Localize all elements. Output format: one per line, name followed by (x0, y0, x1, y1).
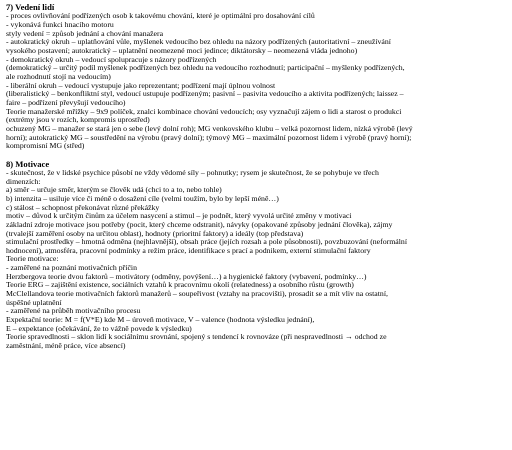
text-line: - liberální okruh – vedoucí vystupuje jako reprezentant; podřízení mají úplnou volnost (6, 80, 276, 90)
text-line: úspěšné uplatnění (6, 297, 62, 307)
text-line: - proces ovlivňování podřízených osob k takovému chování, které je optimální pro dosahování cílů (6, 11, 315, 21)
section-spacer (6, 151, 506, 160)
text-line: ale rozhodnutí stojí na vedoucím) (6, 72, 111, 81)
text-line: styly vedení = způsob jednání a chování manažera (6, 28, 164, 38)
text-line: Teorie manažerské mřížky – 9x9 políček, znalci kombinace chování vedoucích; osy vyznačují zájem o lidi a starost o produkci (6, 106, 402, 116)
text-line: a) směr – určuje směr, kterým se člověk udá (chci to a to, nebo tohle) (6, 185, 222, 195)
text-line: motiv – důvod k určitým činům za účelem nasycení a stimul – je podnět, který vyvolá určité změny v motivaci (6, 211, 352, 221)
text-line: - skutečnost, že v lidské psychice působí ne vždy vědomé síly – pohnutky; rysem je skutečnost, že se pohybuje ve třech (6, 167, 379, 177)
text-line: b) intenzita – usiluje více či méně o dosažení cíle (velmi toužím, bylo by lepší méně…) (6, 193, 279, 203)
text-line: - vykonává funkci hnacího motoru (6, 20, 114, 30)
text-line: základní zdroje motivace jsou potřeby (pocit, který chceme odstranit), návyky (opakované způsoby jednání člověka), zájmy (6, 219, 393, 229)
text-line: (trvalejší zaměření osoby na určitou oblast), hodnoty (prioritní faktory) a ideály (top představa) (6, 228, 304, 238)
section-vedeni-lidi (6, 3, 506, 151)
text-line: stimulační prostředky – hmotná odměna (nejhlavnější), obsah práce (jejích rozsah a pole působnosti), povzbuzování (neformální (6, 237, 407, 247)
text-line: zaměstnání, méně práce, více absencí) (6, 341, 126, 351)
text-line: (demokratický – určitý podíl myšlenek podřízených bez ohledu na vedoucího rozhodnutí; participační – myšlenky podřízených, (6, 63, 405, 73)
text-line: hodnocení), atmosféra, pracovní podmínky a režim práce, identifikace s prací a podnikem, externí stimulační faktory (6, 245, 371, 255)
text-line: c) stálost – schopnost překonávat různé překážky (6, 202, 160, 212)
text-line: vysokého postavení; autokratický – uplatnění neomezené moci jedince; diktátorsky – neomezená vláda jednoho) (6, 46, 358, 56)
text-line: kompromisní MG (střed) (6, 141, 85, 151)
text-line: - autokratický okruh – uplatňování vůle, myšlenek vedoucího bez ohledu na názory podřízených (autoritativní – zneužívání (6, 37, 391, 47)
text-line: ochuzený MG – manažer se stará jen o sebe (levý dolní roh); MG venkovského klubu – velká pozornost lidem, nízká výrobě (levý (6, 123, 413, 133)
text-line: Teorie spravedlnosti – sklon lidí k sociálnímu srovnání, spojený s tendencí k rovnováze (při nespravedlnosti → odchod ze (6, 332, 387, 342)
text-line: (liberalistický – benkonfliktní styl, vedoucí ustupuje podřízeným; pasivní – pasivita vedoucího a aktivita podřízených; laissez – (6, 89, 404, 99)
text-line: dimenzích: (6, 176, 41, 186)
text-line: faire – podřízení převyšují vedoucího) (6, 97, 126, 107)
text-line: - zaměřené na poznání motivačních příčin (6, 263, 137, 273)
text-line: Herzbergova teorie dvou faktorů – motivátory (odměny, povýšení…) a hygienické faktory (vybavení, podmínky…) (6, 271, 367, 281)
text-line: - demokratický okruh – vedoucí spolupracuje s názory podřízených (6, 54, 217, 64)
text-line: - zaměřené na průběh motivačního procesu (6, 306, 141, 316)
text-line: Expektační teorie: M = f(V*E) kde M – úroveň motivace, V – valence (hodnota výsledku jednání), (6, 315, 315, 325)
text-line: Teorie ERG – zajištění existence, sociálních vztahů k pracovnímu okolí (relatedness) a osobního růstu (growth) (6, 280, 354, 290)
text-line: E – expektance (očekávání, že to vážně povede k výsledku) (6, 323, 192, 333)
text-line: horní); autokratický MG – soustředění na výrobu (pravý dolní); týmový MG – maximální pozornost lidem i výrobě (pravý horní); (6, 132, 412, 142)
section-heading: 8) Motivace (6, 158, 50, 169)
text-line: Teorie motivace: (6, 254, 59, 264)
text-line: (extrémy jsou v rozích, kompromis uprostřed) (6, 115, 150, 125)
text-line: McClellandova teorie motivačních faktorů manažerů – soupeřivost (vztahy na pracovišti), prosadit se a mít vliv na ostatní, (6, 289, 388, 299)
section-motivace (6, 160, 506, 351)
section-heading: 7) Vedení lidí (6, 2, 55, 12)
